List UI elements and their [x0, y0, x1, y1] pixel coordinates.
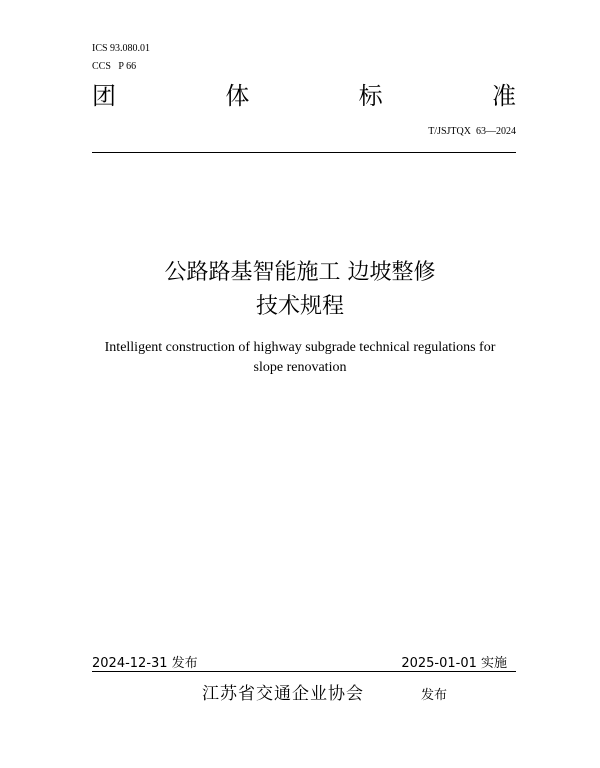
issuing-organization: 江苏省交通企业协会 — [202, 684, 364, 704]
publish-date: 2024-12-31 发布 — [92, 656, 198, 671]
standard-type-char: 团 — [92, 82, 116, 110]
english-title-line-1: Intelligent construction of highway subgrade technical regulations for — [104, 340, 496, 355]
publish-label: 发布 — [421, 688, 448, 703]
english-title-line-2: slope renovation — [253, 360, 347, 375]
chinese-title-line-2: 技术规程 — [255, 294, 344, 319]
standard-type-char: 准 — [491, 82, 516, 110]
standard-number: T/JSJTQX 63—2024 — [428, 126, 516, 137]
footer-divider — [92, 671, 516, 672]
standard-type-char: 体 — [225, 82, 250, 110]
chinese-title-line-1: 公路路基智能施工 边坡整修 — [164, 260, 436, 285]
implement-date: 2025-01-01 实施 — [401, 656, 507, 671]
header-divider — [92, 152, 516, 153]
standard-type-heading — [92, 80, 516, 112]
standard-type-char: 标 — [358, 82, 383, 110]
ics-code: ICS 93.080.01 — [92, 43, 151, 54]
ccs-code: CCS P 66 — [92, 61, 137, 72]
